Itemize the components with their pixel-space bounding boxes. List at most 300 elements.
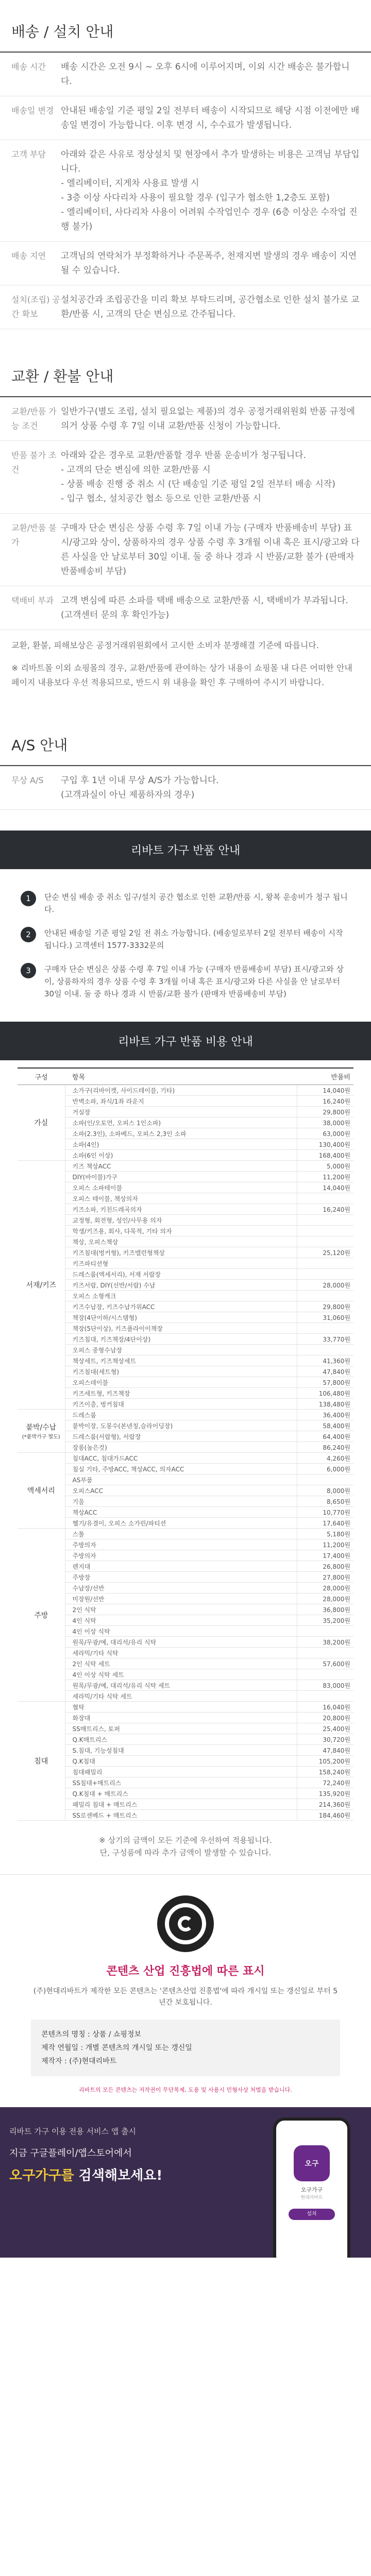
fee-row <box>18 1799 353 1810</box>
content-box-line: 제작자 : (주)현대리바트 <box>41 2057 117 2065</box>
fee-value <box>297 1475 353 1485</box>
info-label: 배송 지연 <box>11 251 46 261</box>
fee-value: 6,000원 <box>297 1464 353 1475</box>
app-sub: 현대리바트 <box>300 2195 323 2200</box>
fee-item: 4인 식탁 <box>65 1615 297 1626</box>
fee-value <box>297 1215 353 1226</box>
fee-row <box>18 1128 353 1139</box>
info-row <box>0 514 371 586</box>
fee-value: 28,000원 <box>297 1280 353 1291</box>
fee-row <box>18 1366 353 1377</box>
fee-row <box>18 1291 353 1301</box>
fee-item: 키즈파티션형 <box>65 1258 297 1269</box>
info-line: (고객과실이 아닌 제품하자의 경우) <box>61 790 195 800</box>
info-value <box>61 104 360 132</box>
content-title: 콘텐츠 산업 진흥법에 따른 표시 <box>106 1965 265 1978</box>
fee-row <box>18 1485 353 1496</box>
info-line: 아래와 같은 사유로 정상설치 및 현장에서 추가 발생하는 비용은 고객님 부담입니다. <box>61 149 360 174</box>
app-icon: 오구 <box>294 2145 330 2181</box>
fee-value: 158,240원 <box>297 1767 353 1777</box>
fee-item: 키즈 책상ACC <box>65 1161 297 1172</box>
fee-item: 오피스데이블 <box>65 1377 297 1388</box>
fee-category-label: 붙박/수납 <box>26 1423 57 1432</box>
fee-category <box>18 1085 65 1161</box>
fee-item: 주방의자 <box>65 1539 297 1550</box>
fee-row <box>18 1723 353 1734</box>
fee-value <box>297 1236 353 1247</box>
fee-row <box>18 1377 353 1388</box>
fee-item: 침실 기타, 주방ACC, 책상ACC, 의자ACC <box>65 1464 297 1475</box>
fee-value: 47,840원 <box>297 1745 353 1756</box>
fee-item: 키즈침대(벙커형), 키즈밸런형책상 <box>65 1247 297 1258</box>
info-line: 고객님의 연락처가 부정확하거나 주문폭주, 천재지변 발생의 경우 배송이 지연될 수 있습니다. <box>61 251 357 276</box>
process-step <box>21 891 350 916</box>
fee-row <box>18 1475 353 1485</box>
step-text: 구매자 단순 변심은 상품 수령 후 7일 이내 가능 (구매자 반품배송비 부담) 표시/광고와 상이, 상품하자의 경우 상품 수령 후 3개월 이내 혹은 표시/광고와 다른 사실을 안 날로부터 30일 이내. 둘 중 하나 경과 시 반품/교환 불가 (판매자 반품배송비 부담) <box>44 964 344 998</box>
fee-value: 47,840원 <box>297 1366 353 1377</box>
fee-value: 14,040원 <box>297 1182 353 1193</box>
fee-item: Q.K침대 + 매트리스 <box>65 1788 297 1799</box>
fee-row <box>18 1399 353 1410</box>
fee-note-1: ※ 상기의 금액이 모든 기준에 우선하여 적용됩니다. <box>99 1836 272 1845</box>
fee-category <box>18 1453 65 1529</box>
fee-value: 35,200원 <box>297 1615 353 1626</box>
fee-category-label: 액세서리 <box>27 1487 55 1495</box>
fee-category <box>18 1410 65 1453</box>
fee-row <box>18 1702 353 1713</box>
fee-row <box>18 1550 353 1561</box>
exchange-section <box>0 345 371 698</box>
fee-item: 키즈침대(세트형) <box>65 1366 297 1377</box>
process-step <box>21 927 350 952</box>
step-number: 1 <box>21 891 36 906</box>
fee-category-label: 서재/키즈 <box>26 1281 57 1290</box>
process-steps <box>0 869 371 1022</box>
fee-item: SS침대+매트리스 <box>65 1777 297 1788</box>
fee-item: 세라믹/기타 식탁 세트 <box>65 1691 297 1702</box>
exchange-extra: 교환, 환불, 피해보상은 공정거래위원회에서 고시한 소비자 분쟁해결 기준에 따릅니다. <box>11 640 319 650</box>
fee-value: 26,800원 <box>297 1561 353 1572</box>
fee-item: 패밀리 침대 + 매트리스 <box>65 1799 297 1810</box>
fee-value: 63,000원 <box>297 1128 353 1139</box>
fee-item: 주방장 <box>65 1572 297 1583</box>
fee-item: 스툴 <box>65 1529 297 1539</box>
info-label: 반품 불가 조건 <box>11 450 57 474</box>
fee-value: 27,800원 <box>297 1572 353 1583</box>
fee-value: 214,360원 <box>297 1799 353 1810</box>
fee-item: 침대ACC, 침대가드ACC <box>65 1453 297 1464</box>
fee-row <box>18 1615 353 1626</box>
fee-value: 138,480원 <box>297 1399 353 1410</box>
fee-item: 책상ACC <box>65 1507 297 1518</box>
fee-row <box>18 1734 353 1745</box>
fee-row <box>18 1788 353 1799</box>
fee-row <box>18 1507 353 1518</box>
fee-table-wrap <box>0 1060 371 1831</box>
fee-item: 소가구(리바이켓, 사이드테이블, 기타) <box>65 1085 297 1096</box>
fee-item: 4인 이상 식탁 세트 <box>65 1669 297 1680</box>
info-value <box>61 404 360 433</box>
banner-line3 <box>9 2165 162 2184</box>
fee-item: 협탁 <box>65 1702 297 1713</box>
fee-category-label: 주방 <box>34 1611 48 1620</box>
fee-value: 28,000원 <box>297 1594 353 1604</box>
fee-value <box>297 1648 353 1658</box>
info-value <box>61 147 360 234</box>
fee-row <box>18 1453 353 1464</box>
banner-line1: 리바트 가구 이용 전용 서비스 앱 출시 <box>9 2127 136 2136</box>
fee-row <box>18 1247 353 1258</box>
fee-value: 20,800원 <box>297 1713 353 1723</box>
info-label: 택배비 부과 <box>11 596 54 605</box>
fee-item: 소파(2.3인), 소파베드, 오피스 2,3인 소파 <box>65 1128 297 1139</box>
fee-value: 57,800원 <box>297 1377 353 1388</box>
fee-value: 31,060원 <box>297 1312 353 1323</box>
info-line: - 입구 협소, 설치공간 협소 등으로 인한 교환/반품 시 <box>61 494 261 504</box>
fee-item: 키즈이층, 벙커침대 <box>65 1399 297 1410</box>
fee-row <box>18 1648 353 1658</box>
info-line: - 엘리베이터, 지게차 사용료 발생 시 <box>61 178 199 189</box>
fee-item: Q.K매트리스 <box>65 1734 297 1745</box>
fee-value: 8,650원 <box>297 1496 353 1507</box>
fee-row <box>18 1767 353 1777</box>
info-row <box>0 766 371 810</box>
fee-item: 오피스 소파테이블 <box>65 1182 297 1193</box>
fee-item: 미장원/선반 <box>65 1594 297 1604</box>
fee-value <box>297 1323 353 1334</box>
step-text: 안내된 배송일 기준 평일 2일 전 취소 가능합니다. (배송일로부터 2일 전부터 배송이 시작됩니다.) 고객센터 1577-3332문의 <box>44 928 343 950</box>
fee-item: 책장(4단이하/시스템형) <box>65 1312 297 1323</box>
fee-value: 72,240원 <box>297 1777 353 1788</box>
info-label: 고객 부담 <box>11 149 46 159</box>
copyright-logo-icon <box>157 1895 214 1952</box>
fee-value <box>297 1193 353 1204</box>
fee-row <box>18 1150 353 1161</box>
fee-row <box>18 1561 353 1572</box>
fee-category <box>18 1702 65 1821</box>
content-box-line: 콘텐츠의 명칭 : 상품 / 쇼핑정보 <box>41 2030 141 2039</box>
fee-value: 29,800원 <box>297 1301 353 1312</box>
fee-item: 수납장/선반 <box>65 1583 297 1594</box>
fee-value <box>297 1258 353 1269</box>
info-line: 아래와 같은 경우로 교환/반품할 경우 반품 운송비가 청구됩니다. <box>61 450 306 461</box>
fee-category <box>18 1529 65 1702</box>
fee-row <box>18 1269 353 1280</box>
fee-value: 30,720원 <box>297 1734 353 1745</box>
fee-row <box>18 1604 353 1615</box>
fee-value: 17,400원 <box>297 1550 353 1561</box>
info-label: 교환/반품 불가 <box>11 523 57 547</box>
fee-value <box>297 1345 353 1355</box>
fee-row <box>18 1117 353 1128</box>
fee-item: 드레스룸 <box>65 1410 297 1420</box>
fee-row <box>18 1236 353 1247</box>
fee-item: SS매트리스, 토퍼 <box>65 1723 297 1734</box>
info-label: 교환/반품 가능 조건 <box>11 406 57 431</box>
info-line: - 3층 이상 사다리차 사용이 필요할 경우 (입구가 협소한 1,2층도 포함) <box>61 193 330 203</box>
fee-row <box>18 1161 353 1172</box>
delivery-section <box>0 0 371 329</box>
fee-item: 키즈서랍, DIY(선반/서랍) 수납 <box>65 1280 297 1291</box>
fee-item: 책장(5단이상), 키즈플라이이책장 <box>65 1323 297 1334</box>
fee-row <box>18 1442 353 1453</box>
fee-value: 10,770원 <box>297 1507 353 1518</box>
fee-row <box>18 1182 353 1193</box>
fee-row <box>18 1713 353 1723</box>
fee-row <box>18 1172 353 1182</box>
fee-value: 83,000원 <box>297 1680 353 1691</box>
exchange-extra2: ※ 리바트몰 이외 쇼핑몰의 경우, 교환/반품에 관여하는 상가 내용이 쇼핑몰 내 다른 어떠한 안내 페이지 내용보다 우선 적용되므로, 반드시 위 내용을 확인 후 구매하여 주시기 바랍니다. <box>11 663 352 687</box>
fee-value: 33,770원 <box>297 1334 353 1345</box>
fee-value <box>297 1669 353 1680</box>
phone-mockup <box>273 2117 350 2258</box>
fee-row <box>18 1215 353 1226</box>
info-row <box>0 397 371 441</box>
fee-item: AS부품 <box>65 1475 297 1485</box>
as-section <box>0 714 371 810</box>
step-text: 단순 변심 배송 중 취소 입구/설치 공간 협소로 인한 교환/반품 시, 왕복 운송비가 청구 됩니다. <box>44 892 348 914</box>
fee-item: 드레스룸(서랍형), 서랍장 <box>65 1431 297 1442</box>
fee-value: 168,400원 <box>297 1150 353 1161</box>
content-box-line: 제작 연월일 : 개별 콘텐츠의 개시일 또는 갱신일 <box>41 2044 192 2052</box>
content-box <box>31 2020 340 2076</box>
fee-item: 소파(인/오토먼, 오피스 1인소파) <box>65 1117 297 1128</box>
fee-row <box>18 1355 353 1366</box>
fee-value: 11,200원 <box>297 1539 353 1550</box>
fee-item: Q.K침대 <box>65 1756 297 1767</box>
fee-row <box>18 1810 353 1821</box>
fee-value: 16,240원 <box>297 1204 353 1215</box>
fees-title: 리바트 가구 반품 비용 안내 <box>0 1022 371 1060</box>
fee-item: 원목/무광/예, 대리석/유리 식탁 세트 <box>65 1680 297 1691</box>
fee-row <box>18 1096 353 1107</box>
info-label: 배송 시간 <box>11 62 46 72</box>
fee-row <box>18 1464 353 1475</box>
info-row <box>0 96 371 140</box>
info-row <box>0 140 371 242</box>
fee-value: 25,400원 <box>297 1723 353 1734</box>
fee-row <box>18 1745 353 1756</box>
install-button[interactable]: 설치 <box>289 2209 335 2220</box>
fee-value: 8,000원 <box>297 1485 353 1496</box>
fee-row <box>18 1572 353 1583</box>
fee-item: S.침대, 기능성침대 <box>65 1745 297 1756</box>
fee-category <box>18 1161 65 1410</box>
banner-line3-rest: 검색해보세요! <box>74 2168 163 2183</box>
info-value <box>61 448 360 506</box>
fee-value <box>297 1626 353 1637</box>
fee-value <box>297 1226 353 1236</box>
fee-row <box>18 1637 353 1648</box>
fee-item: 원목/무광/예, 대리석/유리 식탁 <box>65 1637 297 1648</box>
fee-item: 학생/키즈용, 회사, 다목적, 기타 의자 <box>65 1226 297 1236</box>
fee-value: 41,360원 <box>297 1355 353 1366</box>
info-line: - 고객의 단순 변심에 의한 교환/반품 시 <box>61 465 211 475</box>
fee-value: 11,200원 <box>297 1172 353 1182</box>
banner-line2: 지금 구글플레이/앱스토어에서 <box>9 2148 132 2159</box>
info-line: 구매자 단순 변심은 상품 수령 후 7일 이내 가능 (구매자 반품배송비 부담) 표시/광고와 상이, 상품하자의 경우 상품 수령 후 3개월 이내 혹은 표시/광고와 다른 사실을 안 날로부터 30일 이내. 둘 중 하나 경과 시 반품/교환 불가 (판매자 반품배송비 부담) <box>61 523 360 577</box>
fee-item: 2인 식탁 세트 <box>65 1658 297 1669</box>
info-line: 안내된 배송일 기준 평일 2일 전부터 배송이 시작되므로 해당 시점 이전에만 배송일 변경이 가능합니다. 이후 변경 시, 수수료가 발생됩니다. <box>61 106 360 130</box>
fee-item: 키즈세트형, 키즈책장 <box>65 1388 297 1399</box>
fee-item: 헬기/유결이, 오피스 소가린/파티션 <box>65 1518 297 1529</box>
fee-row <box>18 1496 353 1507</box>
info-value <box>61 594 360 622</box>
info-line: 배송 시간은 오전 9시 ~ 오후 6시에 이루어지며, 이외 시간 배송은 불가합니다. <box>61 62 350 87</box>
fee-item: 키즈소파, 키친드레곡의자 <box>65 1204 297 1215</box>
fee-item: 반벽소파, 좌식/1좌 라운지 <box>65 1096 297 1107</box>
fee-item: 책상, 오피스책상 <box>65 1236 297 1247</box>
exchange-title: 교환 / 환불 안내 <box>0 345 371 397</box>
process-title: 리바트 가구 반품 안내 <box>0 831 371 869</box>
fee-item: 기울 <box>65 1496 297 1507</box>
fee-item: 장롱(높은것) <box>65 1442 297 1453</box>
fee-item: 거실장 <box>65 1107 297 1117</box>
fee-row <box>18 1323 353 1334</box>
fee-row <box>18 1226 353 1236</box>
info-row <box>0 441 371 514</box>
info-row <box>0 586 371 630</box>
fee-value: 57,600원 <box>297 1658 353 1669</box>
fee-item: 렌지대 <box>65 1561 297 1572</box>
fee-row <box>18 1777 353 1788</box>
fee-item: 교정형, 회전형, 성인/사무용 의자 <box>65 1215 297 1226</box>
fee-row <box>18 1529 353 1539</box>
content-desc: (주)현대리바트가 제작한 모든 콘텐츠는 '콘텐츠산업 진흥법'에 따라 개시일 또는 갱신일로 부터 5년간 보호됩니다. <box>33 1987 338 2007</box>
fee-row <box>18 1193 353 1204</box>
delivery-title: 배송 / 설치 안내 <box>0 0 371 53</box>
fee-value: 105,200원 <box>297 1756 353 1767</box>
info-line: - 엘리베이터, 사다리차 사용이 어려워 수작업인수 경우 (6층 이상은 수작업 진행 불가) <box>61 207 358 232</box>
fee-row <box>18 1583 353 1594</box>
fee-item: 4인 이상 식탁 <box>65 1626 297 1637</box>
fee-category-label: 가실 <box>34 1119 48 1127</box>
fee-item: 침대패밀리 <box>65 1767 297 1777</box>
fee-row <box>18 1388 353 1399</box>
fee-row <box>18 1107 353 1117</box>
info-label: 배송일 변경 <box>11 106 54 115</box>
fee-row <box>18 1431 353 1442</box>
fee-category-sub: (*붙박가구 별도) <box>22 1434 60 1440</box>
fee-row <box>18 1139 353 1150</box>
fee-item: 책상세트, 키즈책상세트 <box>65 1355 297 1366</box>
fee-row <box>18 1420 353 1431</box>
fee-item: 2인 식탁 <box>65 1604 297 1615</box>
fee-item: 주방의자 <box>65 1550 297 1561</box>
banner-app-highlight: 오구가구를 <box>9 2168 74 2183</box>
fee-row <box>18 1518 353 1529</box>
info-row <box>0 285 371 329</box>
fee-value: 29,800원 <box>297 1107 353 1117</box>
fee-value <box>297 1291 353 1301</box>
fee-value: 28,000원 <box>297 1583 353 1594</box>
step-number: 2 <box>21 927 36 942</box>
fee-row <box>18 1258 353 1269</box>
fee-value: 16,040원 <box>297 1702 353 1713</box>
info-line: 고객 변심에 따른 소파를 택배 배송으로 교환/반품 시, 택배비가 부과됩니다. (고객센터 문의 후 확인가능) <box>61 596 348 620</box>
fee-value: 4,260원 <box>297 1453 353 1464</box>
fee-row <box>18 1658 353 1669</box>
info-line: - 상품 배송 진행 중 취소 시 (단 배송일 기준 평일 2일 전부터 배송 시작) <box>61 479 335 489</box>
fee-item: 오피스 중형수납장 <box>65 1345 297 1355</box>
fee-value: 17,640원 <box>297 1518 353 1529</box>
fee-row <box>18 1280 353 1291</box>
info-line: 일반가구(별도 조립, 설치 필요없는 제품)의 경우 공정거래위원회 반품 규정에 의거 상품 수령 후 7일 이내 교환/반품 신청이 가능합니다. <box>61 406 355 431</box>
fee-table <box>18 1067 353 1821</box>
fee-value: 5,000원 <box>297 1161 353 1172</box>
fee-value: 38,200원 <box>297 1637 353 1648</box>
fee-notes <box>0 1831 371 1874</box>
content-foot: 리바트의 모든 콘텐츠는 저작권이 무단복제, 도용 및 사용시 민형사상 처벌을 받습니다. <box>79 2087 292 2093</box>
fee-value: 135,920원 <box>297 1788 353 1799</box>
fee-row <box>18 1204 353 1215</box>
fee-row <box>18 1680 353 1691</box>
fee-row <box>18 1756 353 1767</box>
col-item: 항목 <box>65 1068 297 1085</box>
fee-row <box>18 1345 353 1355</box>
fee-item: 오피스 소형캐크 <box>65 1291 297 1301</box>
content-section <box>0 1874 371 2107</box>
fee-item: 소파(4인) <box>65 1139 297 1150</box>
fee-row <box>18 1410 353 1420</box>
info-value <box>61 293 360 321</box>
info-row <box>0 242 371 285</box>
fee-value: 38,000원 <box>297 1117 353 1128</box>
fee-row <box>18 1301 353 1312</box>
app-banner[interactable] <box>0 2107 371 2258</box>
fee-item: 키즈침대, 키즈책장/4단이상) <box>65 1334 297 1345</box>
info-value <box>61 60 360 89</box>
fee-value <box>297 1269 353 1280</box>
fee-value: 58,400원 <box>297 1420 353 1431</box>
fee-note-2: 단, 구성품에 따라 추가 금액이 발생할 수 있습니다. <box>99 1848 272 1857</box>
fee-value: 64,400원 <box>297 1431 353 1442</box>
info-row <box>0 53 371 96</box>
fee-row <box>18 1594 353 1604</box>
fee-row <box>18 1626 353 1637</box>
fee-category-label: 침대 <box>34 1757 48 1766</box>
fee-value: 86,240원 <box>297 1442 353 1453</box>
info-value <box>61 521 360 579</box>
fee-value: 14,040원 <box>297 1085 353 1096</box>
as-title: A/S 안내 <box>0 714 371 766</box>
fee-value: 36,400원 <box>297 1410 353 1420</box>
col-cat: 구성 <box>18 1068 65 1085</box>
info-label: 설치(조립) 공간 확보 <box>11 295 60 319</box>
info-line: 설치공간과 조립공간을 미리 확보 부탁드리며, 공간협소로 인한 설치 불가로 교환/반품 시, 고객의 단순 변심으로 간주됩니다. <box>61 295 360 319</box>
fee-row <box>18 1085 353 1096</box>
fee-row <box>18 1539 353 1550</box>
fee-item: 소파(6인 이상) <box>65 1150 297 1161</box>
fee-item: 드레스룸(액세서리), 서재 서랍장 <box>65 1269 297 1280</box>
fee-item: 오피스ACC <box>65 1485 297 1496</box>
fee-row <box>18 1334 353 1345</box>
info-value <box>61 773 360 802</box>
info-value <box>61 249 360 278</box>
fee-item: SS로센베드 + 매트리스 <box>65 1810 297 1821</box>
fee-value: 130,400원 <box>297 1139 353 1150</box>
step-number: 3 <box>21 963 36 978</box>
col-fee: 반품비 <box>297 1068 353 1085</box>
fee-value: 184,460원 <box>297 1810 353 1821</box>
process-step <box>21 963 350 1000</box>
fee-item: 화장대 <box>65 1713 297 1723</box>
fee-value: 36,800원 <box>297 1604 353 1615</box>
fee-value: 5,180원 <box>297 1529 353 1539</box>
fee-value: 16,240원 <box>297 1096 353 1107</box>
fee-item: 세라믹/기타 식탁 <box>65 1648 297 1658</box>
fee-value: 106,480원 <box>297 1388 353 1399</box>
